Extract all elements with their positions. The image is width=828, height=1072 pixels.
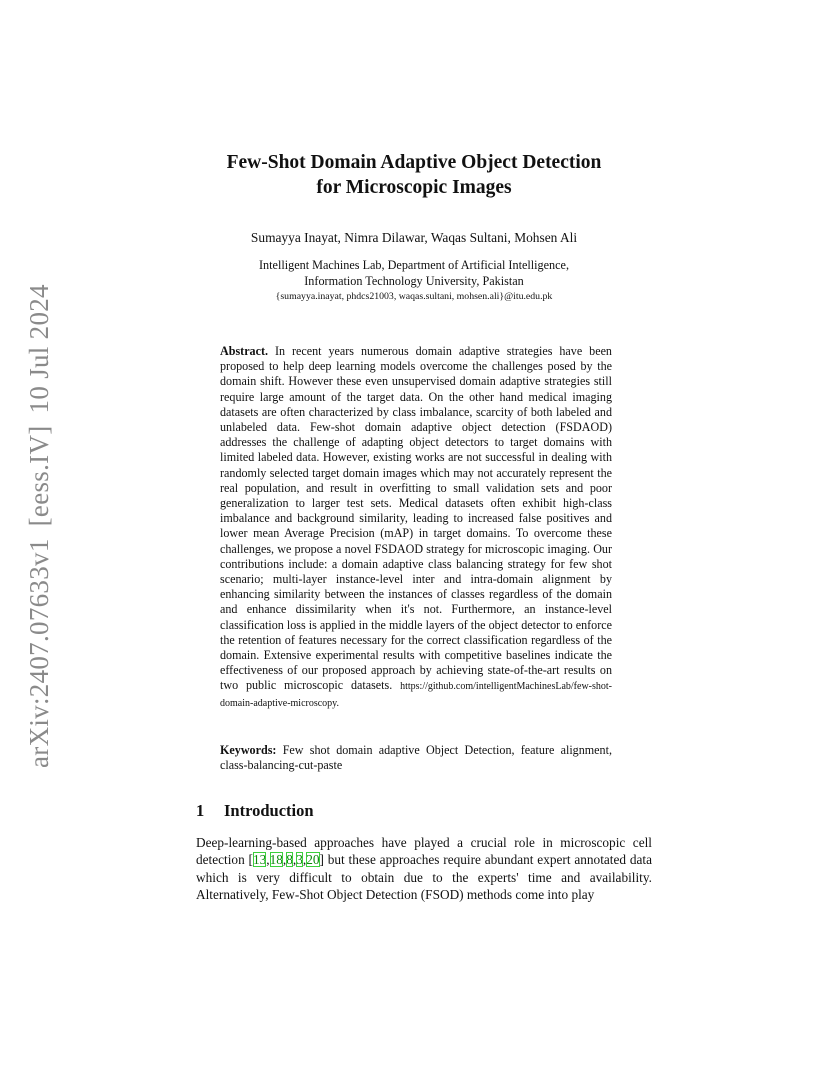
paper-title-line-2: for Microscopic Images <box>316 177 512 198</box>
arxiv-id: arXiv:2407.07633v1 <box>24 538 54 768</box>
affiliation-line-2: Information Technology University, Pakistan <box>304 273 524 288</box>
section-title: Introduction <box>224 801 314 820</box>
citation-link[interactable]: 20 <box>306 852 320 868</box>
introduction-paragraph: Deep-learning-based approaches have played a crucial role in microscopic cell detection [13,18,8,3,20] but these approaches require abundant expert annotated data which is very difficult to obtain due to the experts' time and availability. Alternatively, Few-Shot Object Detection (FSOD) methods come into play <box>196 835 652 903</box>
section-heading-introduction <box>196 800 314 822</box>
keywords-label: Keywords: <box>220 743 277 757</box>
paper-title-line-1: Few-Shot Domain Adaptive Object Detection <box>226 152 602 173</box>
code-repository-link[interactable]: https://github.com/intelligentMachinesLab/few-shot-domain-adaptive-microscopy. <box>220 681 612 709</box>
abstract <box>220 344 612 711</box>
section-number: 1 <box>196 801 205 820</box>
abstract-label: Abstract. <box>220 344 269 358</box>
arxiv-category: [eess.IV] <box>24 425 54 527</box>
citation-link[interactable]: 8 <box>286 852 293 868</box>
citation-link[interactable]: 3 <box>296 852 303 868</box>
affiliation <box>160 258 668 304</box>
keywords <box>220 743 612 773</box>
author-list: Sumayya Inayat, Nimra Dilawar, Waqas Sultani, Mohsen Ali <box>250 230 578 245</box>
citation-link[interactable]: 13 <box>252 852 267 868</box>
intro-text-before: Deep-learning-based approaches have played a crucial role in microscopic cell detection [ <box>196 835 652 868</box>
citation-link[interactable]: 18 <box>269 852 283 868</box>
affiliation-line-1: Intelligent Machines Lab, Department of Artificial Intelligence, <box>259 258 569 272</box>
paper-title <box>160 150 668 200</box>
intro-text-after: ] but these approaches require abundant expert annotated data which is very difficult to obtain due to the experts' time and availability. Alternatively, Few-Shot Object Detection (FSOD) methods come into play <box>196 852 652 903</box>
keywords-text: Few shot domain adaptive Object Detection, feature alignment, class-balancing-cut-paste <box>220 743 612 773</box>
abstract-text: In recent years numerous domain adaptive strategies have been proposed to help deep learning models overcome the challenges posed by the domain shift. However these even unsupervised domain adaptive strategies still require large amount of the target data. On the other hand medical imaging datasets are often characterized by class imbalance, scarcity of both labeled and unlabeled data. Few-shot domain adaptive object detection (FSDAOD) addresses the challenge of adapting object detectors to target domains with limited labeled data. However, existing works are not successful in dealing with randomly selected target domain images which may not accurately represent the real population, and result in overfitting to small validation sets and poor generalization to larger test sets. Medical datasets often exhibit high-class imbalance and background similarity, leading to increased false positives and lower mean Average Precision (mAP) in target domains. To overcome these challenges, we propose a novel FSDAOD strategy for microscopic imaging. Our contributions include: a domain adaptive class balancing strategy for few shot scenario; multi-layer instance-level inter and intra-domain alignment by enhancing similarity between the instances of classes regardless of the domain and enhance dissimilarity when it's not. Furthermore, an instance-level classification loss is applied in the middle layers of the object detector to enforce the retention of features necessary for the correct classification regardless of the domain. Extensive experimental results with competitive baselines indicate the effectiveness of our proposed approach by achieving state-of-the-art results on two public microscopic datasets. <box>220 344 612 693</box>
author-emails: {sumayya.inayat, phdcs21003, waqas.sultani, mohsen.ali}@itu.edu.pk <box>275 291 553 302</box>
arxiv-date: 10 Jul 2024 <box>24 284 54 414</box>
arxiv-identifier <box>22 284 56 774</box>
